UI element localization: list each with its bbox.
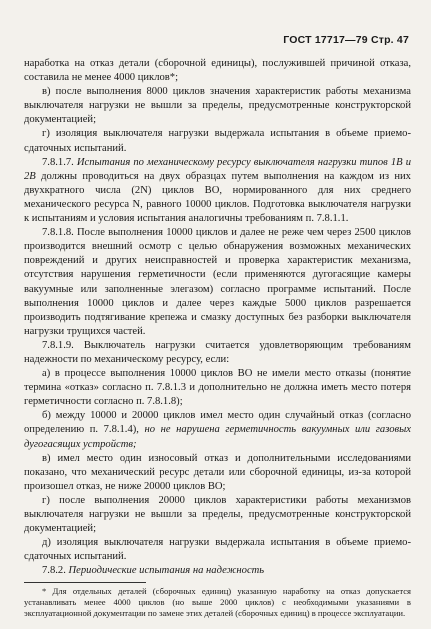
paragraph-11: д) изоляция выключателя нагрузки выдержала испытания в объеме приемо-сдаточных испытаний. bbox=[24, 537, 411, 563]
paragraph-2: в) после выполнения 8000 циклов значения характеристик работы механизма выключателя нагрузки не вышли за пределы, предусмотренные конструкторской документацией; bbox=[24, 86, 411, 126]
footnote bbox=[24, 586, 411, 619]
clause-number-2: 7.8.2. bbox=[42, 565, 66, 577]
paragraph-4 bbox=[24, 156, 411, 226]
paragraph-6: 7.8.1.9. Выключатель нагрузки считается удовлетворяющим требованиям надежности по механическому ресурсу, если: bbox=[24, 339, 411, 365]
paragraph-4-text: должны проводиться на двух образцах путем выполнения на каждом из них двухкратного числа (2N) циклов ВО, нормированного для них среднего механического ресурса N, равного 10000 циклов. Подготовка выключателя нагрузки к испытаниям и условия испытания аналогичны требованиям п. 7.8.1.1. bbox=[24, 170, 411, 225]
clause-title-italic: Испытания по механическому ресурсу выключателя нагрузки типов 1В и 2В bbox=[24, 156, 411, 182]
paragraph-10: г) после выполнения 20000 циклов характеристики работы механизмов выключателя нагрузки не вышли за пределы, предусмотренные конструкторской документацией; bbox=[24, 494, 411, 535]
footnote-divider bbox=[24, 582, 146, 583]
paragraph-9: в) имел место один износовый отказ и дополнительными исследованиями показано, что механический ресурс детали или сборочной единицы, из-за которой произошел отказ, не ниже 20000 циклов ВО; bbox=[24, 452, 411, 492]
page-body bbox=[24, 57, 411, 619]
clause-title-italic-2: Периодические испытания на надежность bbox=[68, 565, 265, 577]
paragraph-5: 7.8.1.8. После выполнения 10000 циклов и далее не реже чем через 2500 циклов производится внешний осмотр с целью обнаружения возможных механических повреждений и других неисправностей и проверка характеристик механизма, отсутствия нарушения герметичности (если применяются дугогасящие камеры вакуумные или заполненные элегазом) согласно программе испытаний. После выполнения 10000 циклов и далее через каждые 5000 циклов разрешается производить подтягивание крепежа и смазку доступных без разборки выключателя нагрузки трущихся частей. bbox=[24, 227, 411, 337]
paragraph-7: а) в процессе выполнения 10000 циклов ВО не имели место отказы (понятие термина «отказ» согласно п. 7.8.1.3 и дополнительно не должна иметь место потеря герметичности согласно п. 7.8.1.8); bbox=[24, 368, 411, 408]
clause-number: 7.8.1.7. bbox=[42, 156, 74, 168]
paragraph-8 bbox=[24, 409, 411, 451]
footnote-text: * Для отдельных деталей (сборочных единиц) указанную наработку на отказ допускается устанавливать менее 4000 циклов (но выше 2000 циклов) с необходимыми указаниями в эксплуатационной документации по замене этих деталей (сборочных единиц) в процессе эксплуатации. bbox=[24, 586, 411, 619]
paragraph-8-text: б) между 10000 и 20000 циклов имел место один случайный отказ (согласно определению п. 7.8.1.4), bbox=[24, 410, 411, 436]
page-header: ГОСТ 17717—79 Стр. 47 bbox=[283, 34, 409, 46]
paragraph-1: наработка на отказ детали (сборочной единицы), послужившей причиной отказа, составила не менее 4000 циклов*; bbox=[24, 58, 411, 84]
paragraph-12 bbox=[24, 564, 411, 578]
paragraph-8-italic: но не нарушена герметичность вакуумных или газовых дугогасящих устройств; bbox=[24, 424, 411, 450]
paragraph-3: г) изоляция выключателя нагрузки выдержала испытания в объеме приемо-сдаточных испытаний. bbox=[24, 128, 411, 154]
